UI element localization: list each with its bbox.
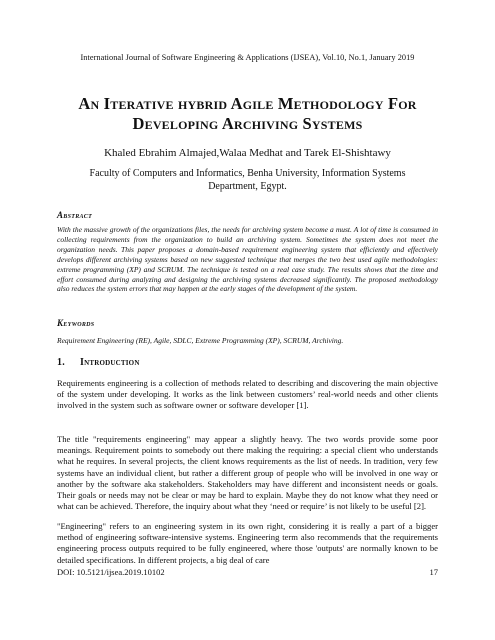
intro-paragraph-2: The title "requirements engineering" may appear a slightly heavy. The two words provide some poor meanings. Requirement points to somebody out there making the requiring: a special client who understands what he requires. In several projects, the client knows requirements as the list of needs. In tradition, very few systems have an individual client, but rather a different group of people who will be involved in one way or another by the software aka stakeholders. Stakeholders may have different and inconsistent needs or goals. Their goals or needs may not be clear or may be hard to explain. Maybe they do not know what they need or what can be achieved. Therefore, the inquiry about what they ‘need or require’ is not likely to be useful [2]. bbox=[57, 434, 438, 512]
affiliation bbox=[80, 167, 415, 193]
intro-paragraph-3: "Engineering" refers to an engineering system in its own right, considering it is really a part of a bigger method of engineering software-intensive systems. Engineering term also recommends that the requirements engineering process outputs required to be fully engineered, where those 'outputs' are normally known to be detailed specifications. In different projects, a big deal of care bbox=[57, 521, 438, 565]
title-line-2: Developing Archiving Systems bbox=[132, 114, 363, 133]
section-number: 1. bbox=[57, 357, 65, 368]
section-title: Introduction bbox=[80, 357, 140, 368]
section-heading-introduction bbox=[57, 357, 140, 368]
paper-title bbox=[40, 94, 455, 134]
title-line-1: An Iterative hybrid Agile Methodology For bbox=[78, 94, 417, 113]
keywords-text: Requirement Engineering (RE), Agile, SDLC, Extreme Programming (XP), SCRUM, Archiving. bbox=[57, 336, 344, 345]
page-number: 17 bbox=[429, 567, 438, 577]
doi: DOI: 10.5121/ijsea.2019.10102 bbox=[57, 567, 165, 577]
page-footer bbox=[57, 567, 438, 577]
affiliation-line-2: Department, Egypt. bbox=[208, 181, 287, 192]
authors: Khaled Ebrahim Almajed,Walaa Medhat and Tarek El-Shishtawy bbox=[104, 147, 391, 159]
keywords-heading: Keywords bbox=[57, 318, 95, 328]
abstract-heading: Abstract bbox=[57, 210, 93, 220]
intro-paragraph-1: Requirements engineering is a collection of methods related to describing and discovering the main objective of the system under developing. It works as the link between customers’ real-world needs and other clients involved in the system such as software owner or software developer [1]. bbox=[57, 378, 438, 411]
abstract-text: With the massive growth of the organizations files, the needs for archiving system become a must. A lot of time is consumed in collecting requirements from the organization to build an archiving system. Sometimes the system does not meet the organization needs. This paper proposes a domain-based requirement engineering system that efficiently and effectively develops different archiving systems based on new suggested technique that merges the two best used agile methodologies: extreme programming (XP) and SCRUM. The technique is tested on a real case study. The results shows that the time and effort consumed during analyzing and designing the archiving systems decreased significantly. The proposed methodology also reduces the system errors that may happen at the early stages of the development of the system. bbox=[57, 225, 438, 294]
affiliation-line-1: Faculty of Computers and Informatics, Benha University, Information Systems bbox=[89, 168, 406, 179]
journal-header: International Journal of Software Engineering & Applications (IJSEA), Vol.10, No.1, January 2019 bbox=[80, 53, 415, 62]
